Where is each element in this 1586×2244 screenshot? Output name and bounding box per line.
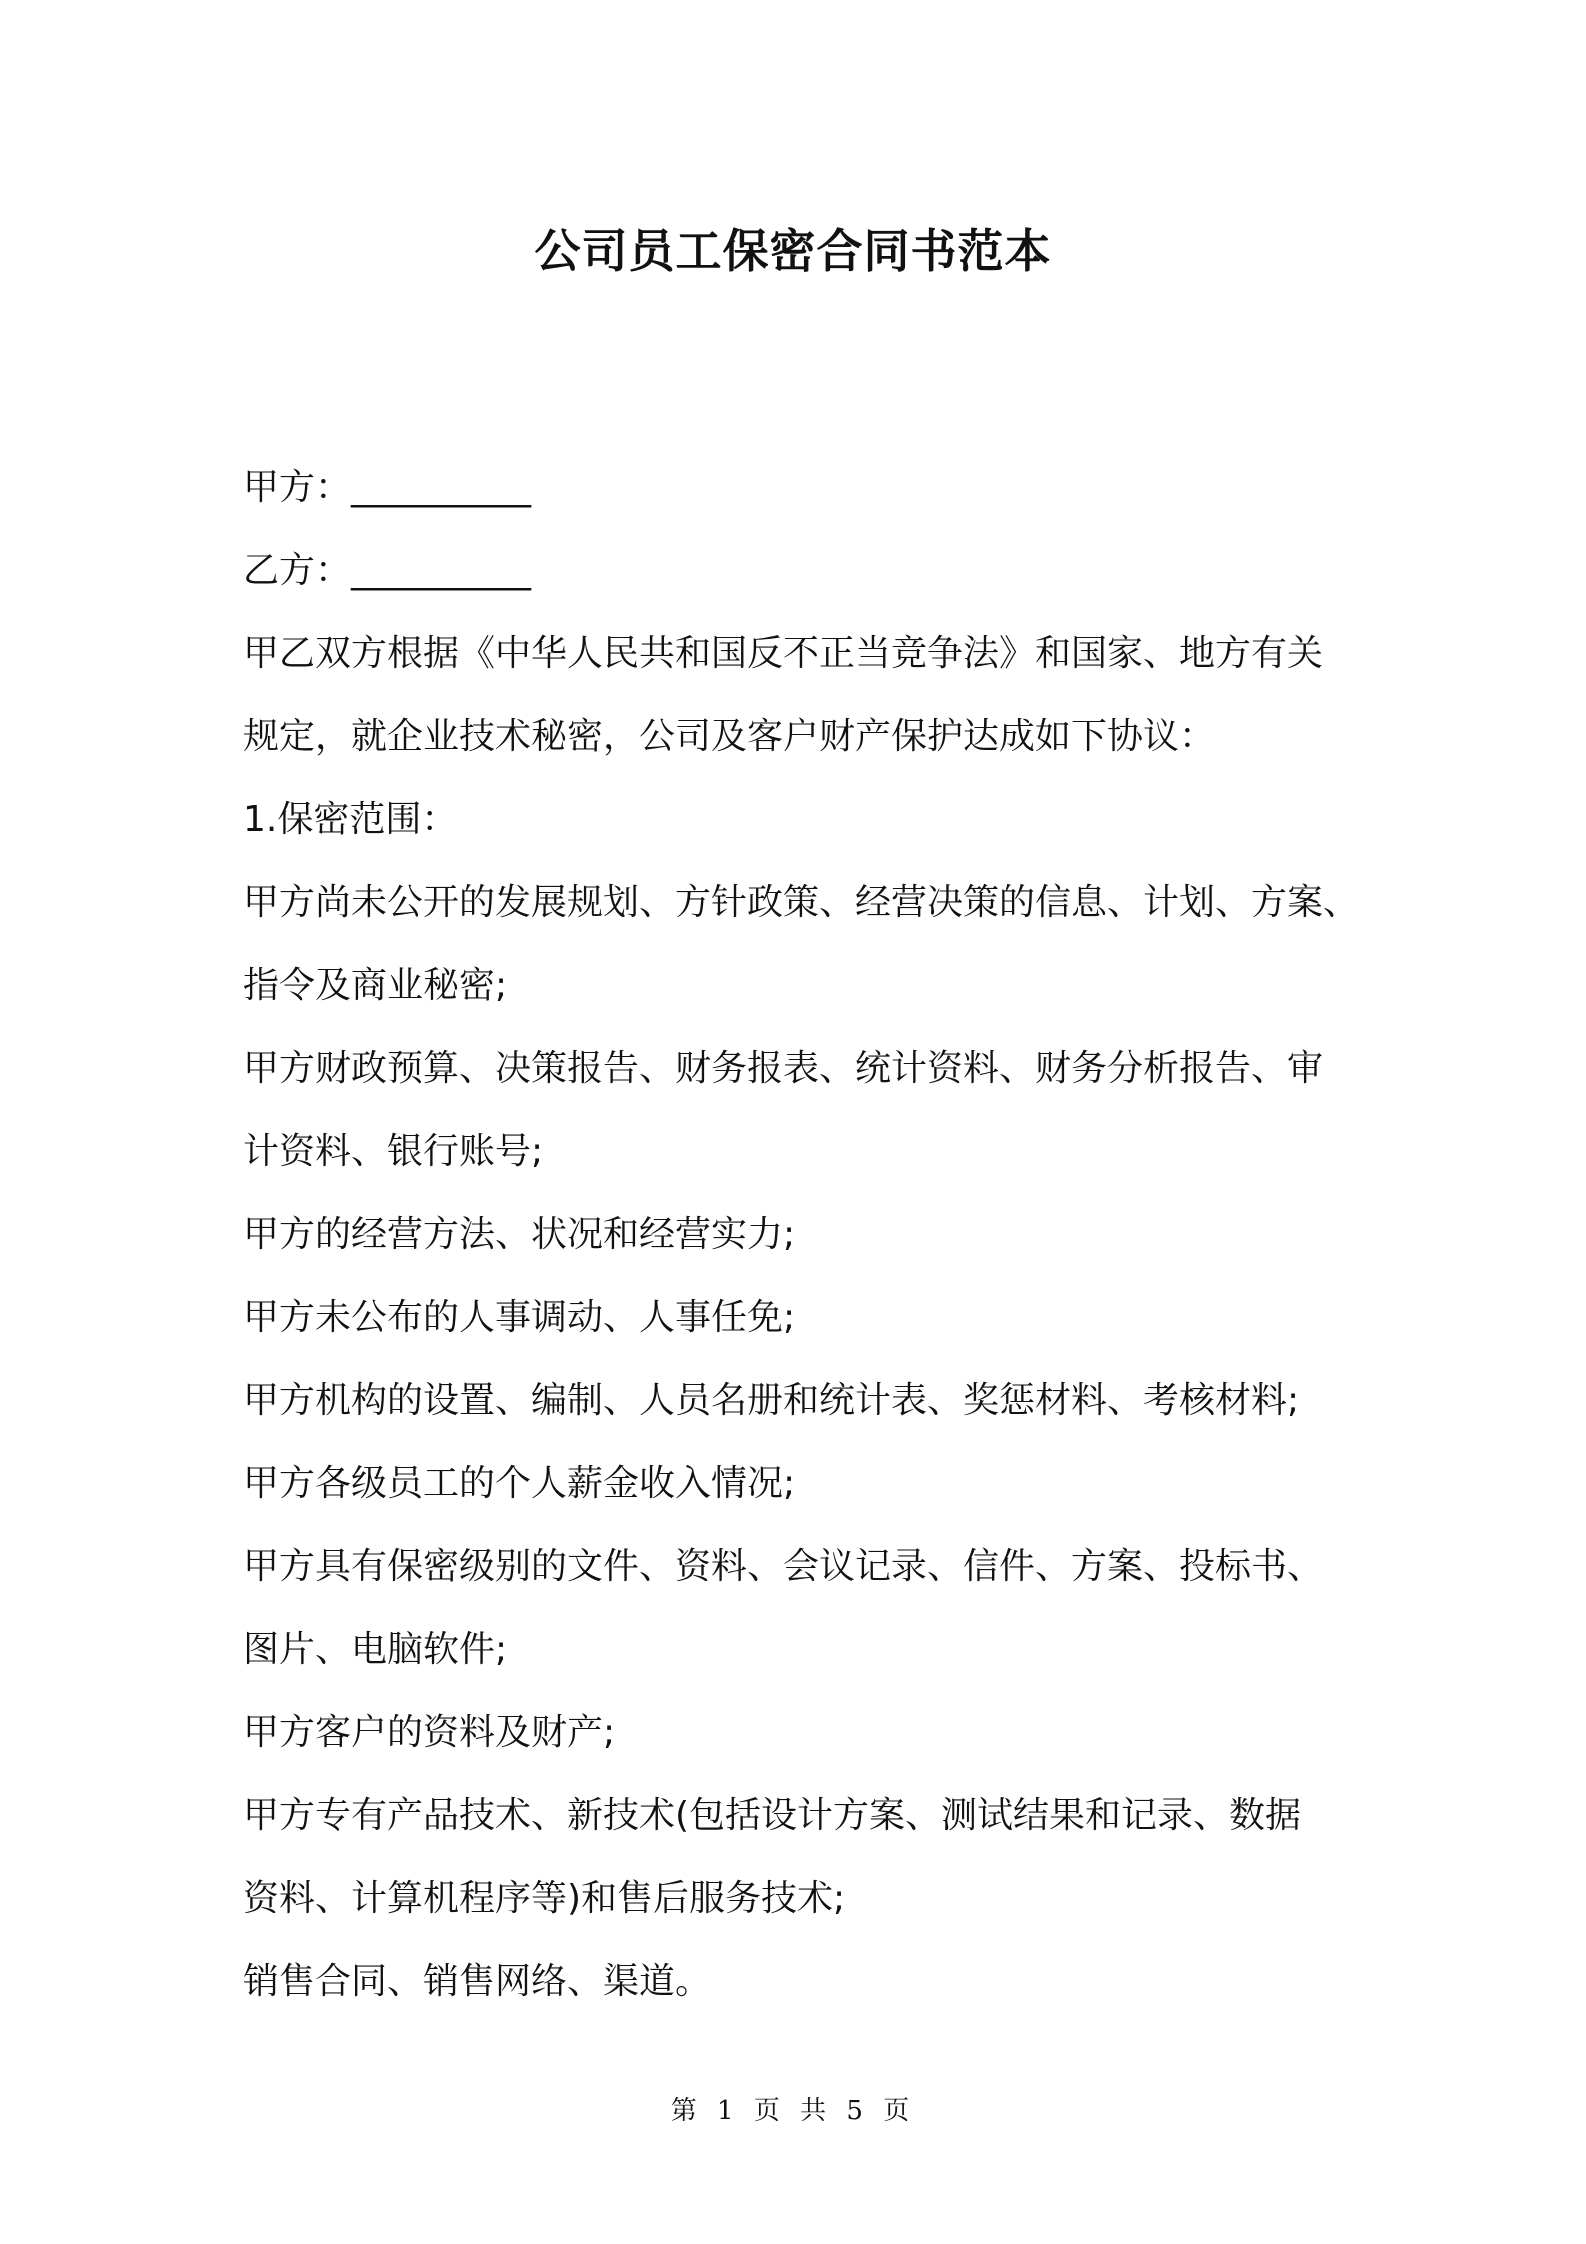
- body-line: 甲方尚未公开的发展规划、方针政策、经营决策的信息、计划、方案、: [243, 882, 1360, 923]
- body-line: 甲方机构的设置、编制、人员名册和统计表、奖惩材料、考核材料;: [243, 1380, 1300, 1421]
- document-title: 公司员工保密合同书范本: [534, 224, 1052, 278]
- document-body: [243, 446, 1363, 2023]
- section-heading: 1.保密范围：: [243, 799, 458, 840]
- body-line: 甲方的经营方法、状况和经营实力;: [243, 1214, 796, 1255]
- party-b-label: 乙方：: [243, 550, 352, 591]
- body-line: 甲乙双方根据《中华人民共和国反不正当竞争法》和国家、地方有关: [243, 633, 1324, 674]
- party-a-label: 甲方：: [243, 467, 352, 508]
- body-line: 图片、电脑软件;: [243, 1629, 508, 1670]
- party-b-line: [243, 529, 1363, 612]
- body-line: 甲方财政预算、决策报告、财务报表、统计资料、财务分析报告、审: [243, 1048, 1324, 1089]
- party-b-blank: __________: [351, 550, 532, 591]
- body-line: 甲方客户的资料及财产;: [243, 1712, 616, 1753]
- party-a-blank: __________: [351, 467, 532, 508]
- party-a-line: [243, 446, 1363, 529]
- page-footer: 第 1 页 共 5 页: [670, 2096, 916, 2126]
- body-line: 规定，就企业技术秘密，公司及客户财产保护达成如下协议：: [243, 716, 1216, 757]
- body-line: 甲方未公布的人事调动、人事任免;: [243, 1297, 796, 1338]
- body-line: 甲方具有保密级别的文件、资料、会议记录、信件、方案、投标书、: [243, 1546, 1324, 1587]
- body-line: 销售合同、销售网络、渠道。: [243, 1961, 712, 2002]
- body-line: 计资料、银行账号;: [243, 1131, 544, 1172]
- body-line: 指令及商业秘密;: [243, 965, 508, 1006]
- body-line: 资料、计算机程序等)和售后服务技术;: [243, 1878, 846, 1919]
- body-line: 甲方专有产品技术、新技术(包括设计方案、测试结果和记录、数据: [243, 1795, 1302, 1836]
- body-line: 甲方各级员工的个人薪金收入情况;: [243, 1463, 796, 1504]
